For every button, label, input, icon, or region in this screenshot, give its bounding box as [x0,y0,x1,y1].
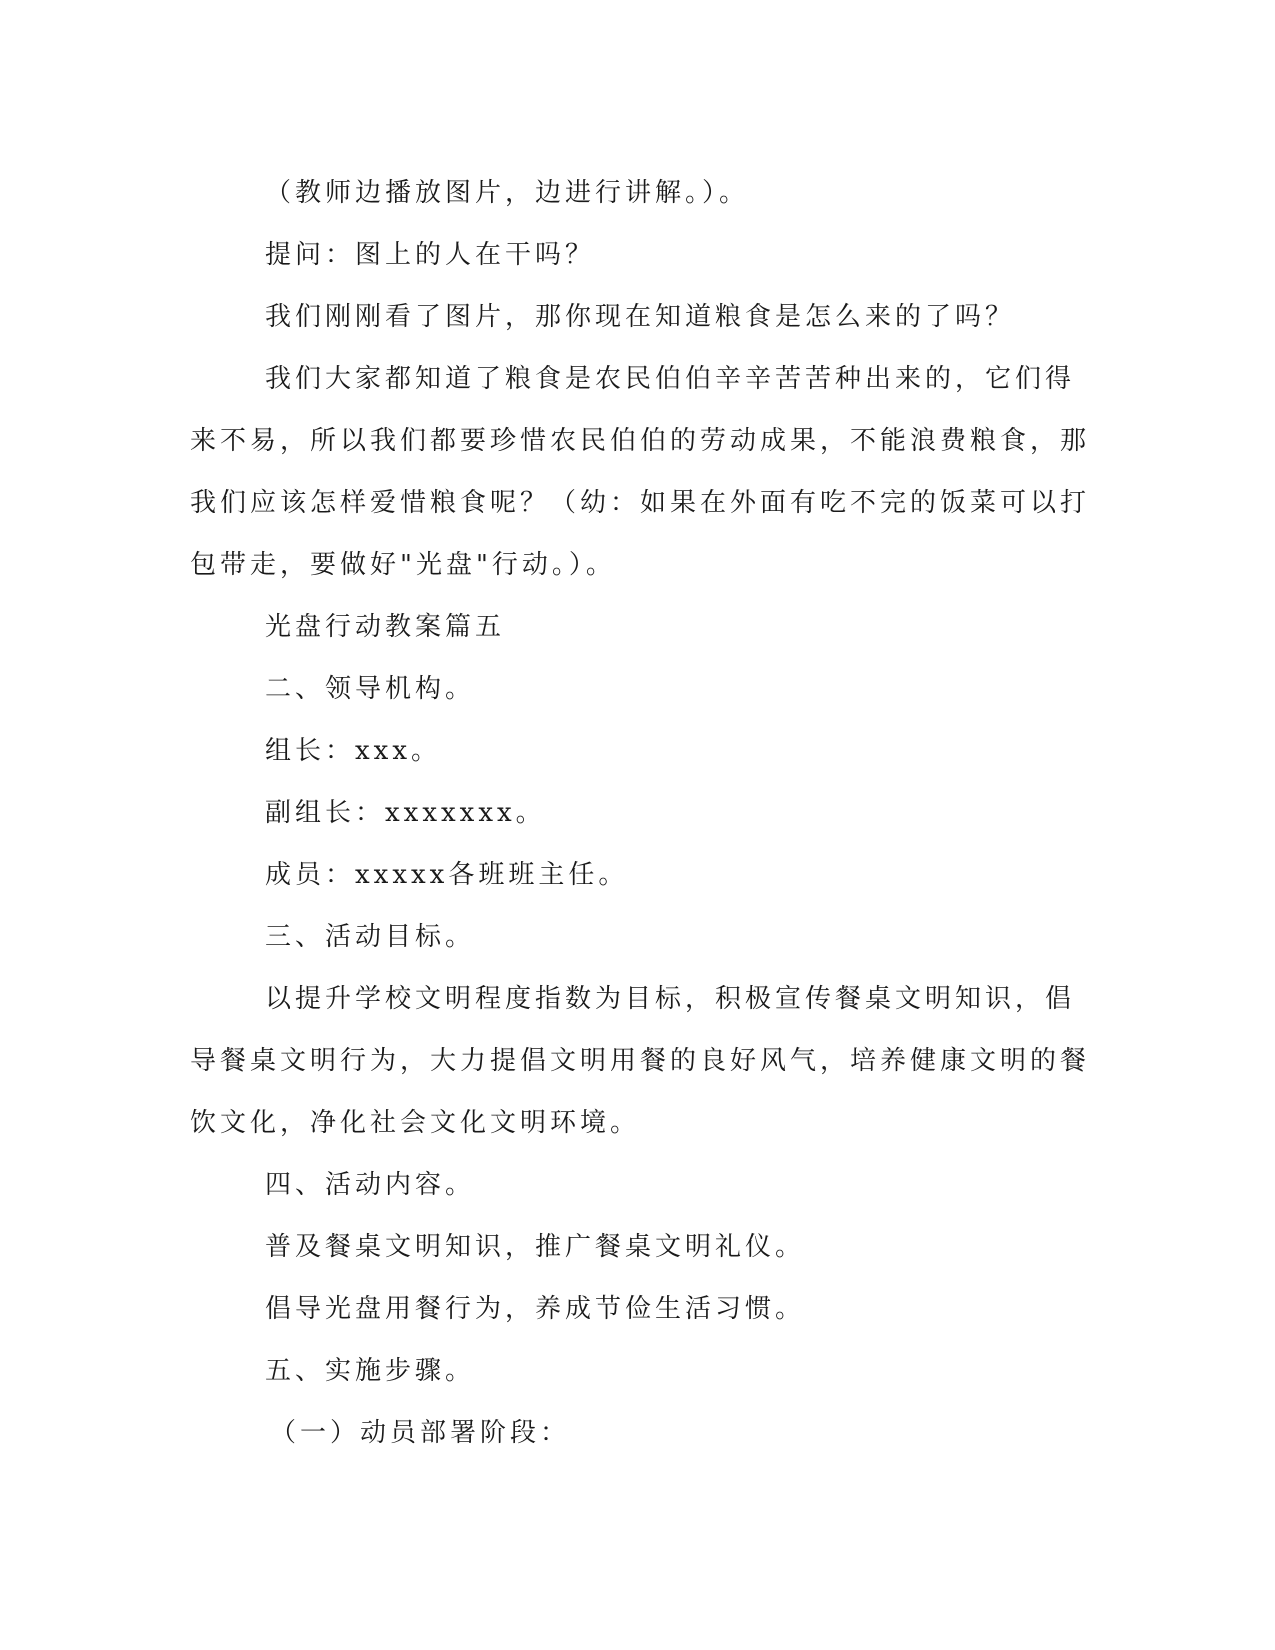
heading-steps: 五、实施步骤。 [265,1356,476,1386]
members-line: 成员：xxxxx各班班主任。 [265,860,629,890]
paragraph-teacher-note: （教师边播放图片，边进行讲解。）。 [265,178,750,208]
step-mobilization: （一）动员部署阶段： [270,1418,571,1448]
heading-goals: 三、活动目标。 [265,922,476,952]
leader-line: 组长：xxx。 [265,736,441,766]
content-item-clean-plate: 倡导光盘用餐行为，养成节俭生活习惯。 [265,1294,806,1324]
section-title: 光盘行动教案篇五 [265,612,506,642]
content-item-etiquette: 普及餐桌文明知识，推广餐桌文明礼仪。 [265,1232,806,1262]
paragraph-goals: 以提升学校文明程度指数为目标，积极宣传餐桌文明知识，倡导餐桌文明行为，大力提倡文明用餐的良好风气，培养健康文明的餐饮文化，净化社会文化文明环境。 [190,984,1091,1138]
paragraph-question: 提问：图上的人在干吗？ [265,240,596,270]
deputy-leader-line: 副组长：xxxxxxx。 [265,798,546,828]
heading-content: 四、活动内容。 [265,1170,476,1200]
document-body [190,162,1090,1464]
paragraph-cherish-food: 我们大家都知道了粮食是农民伯伯辛辛苦苦种出来的，它们得来不易，所以我们都要珍惜农民伯伯的劳动成果，不能浪费粮食，那我们应该怎样爱惜粮食呢？（幼：如果在外面有吃不完的饭菜可以打包带走，要做好"光盘"行动。）。 [190,364,1091,580]
paragraph-followup-question: 我们刚刚看了图片，那你现在知道粮食是怎么来的了吗？ [265,302,1016,332]
heading-leadership: 二、领导机构。 [265,674,476,704]
